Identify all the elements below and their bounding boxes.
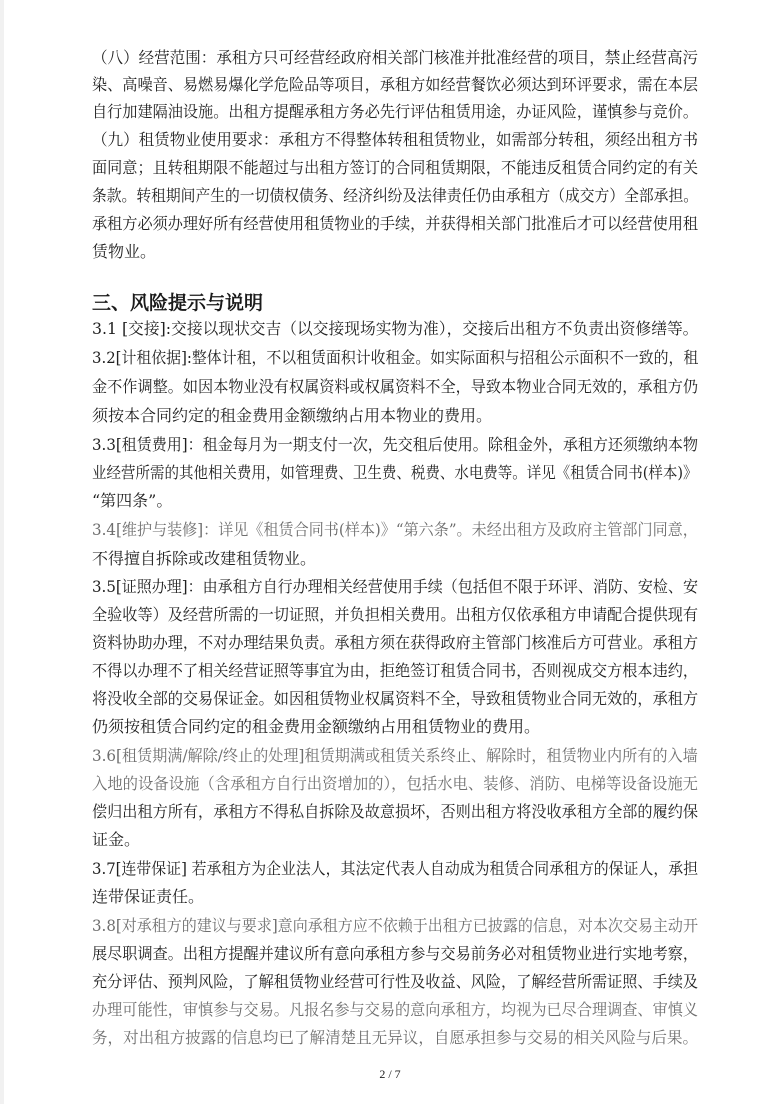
- item36-line-2: 入地的设备设施（含承租方自行出资增加的），包括水电、装修、消防、电梯等设备设施无: [92, 774, 699, 793]
- section8-line-1: （八）经营范围：承租方只可经营经政府相关部门核准并批准经营的项目，禁止经营高污: [92, 48, 699, 67]
- item36-line-3: 偿归出租方所有，承租方不得私自拆除及故意损坏，否则出租方将没收承租方全部的履约保: [92, 802, 699, 821]
- item35-line-3: 资料协助办理，不对办理结果负责。承租方须在获得政府主管部门核准后方可营业。承租方: [92, 633, 699, 652]
- item36-line-4: 证金。: [92, 830, 141, 849]
- item38-line-5: 务，对出租方披露的信息均已了解清楚且无异议，自愿承担参与交易的相关风险与后果。: [92, 1028, 699, 1047]
- section-heading: 三、风险提示与说明: [92, 292, 264, 314]
- section8-line-2: 染、高噪音、易燃易爆化学危险品等项目，承租方如经营餐饮必须达到环评要求，需在本层: [92, 75, 699, 94]
- item32-line-3: 须按本合同约定的租金费用金额缴纳占用本物业的费用。: [92, 406, 493, 425]
- item38-line-3: 充分评估、预判风险，了解租赁物业经营可行性及收益、风险，了解经营所需证照、手续及: [92, 972, 699, 991]
- section9-line-2: 面同意；且转租期限不能超过与出租方签订的合同租赁期限，不能违反租赁合同约定的有关: [92, 158, 699, 177]
- item35-line-5: 将没收全部的交易保证金。如因租赁物业权属资料不全，导致租赁物业合同无效的，承租方: [92, 689, 699, 708]
- item33-line-3: “第四条”。: [92, 491, 173, 510]
- item37-line-1: 3.7[连带保证] 若承租方为企业法人，其法定代表人自动成为租赁合同承租方的保证人，承担: [92, 859, 699, 878]
- page-number: 2 / 7: [379, 1067, 401, 1081]
- item33-line-1: 3.3[租赁费用]：租金每月为一期支付一次，先交租后使用。除租金外，承租方还须缴纳本物: [92, 435, 698, 454]
- section8-line-3: 自行加建隔油设施。出租方提醒承租方务必先行评估租赁用途，办证风险，谨慎参与竞价。: [92, 102, 699, 121]
- section9-line-1: （九）租赁物业使用要求：承租方不得整体转租租赁物业，如需部分转租，须经出租方书: [92, 130, 699, 149]
- item35-line-4: 不得以办理不了相关经营证照等事宜为由，拒绝签订租赁合同书，否则视成交方根本违约，: [92, 661, 699, 680]
- item37-line-2: 连带保证责任。: [92, 887, 205, 906]
- item32-line-1: 3.2[计租依据]:整体计租，不以租赁面积计收租金。如实际面积与招租公示面积不一致的，租: [92, 348, 699, 367]
- item31-line-1: 3.1 [交接]:交接以现状交吉（以交接现场实物为准），交接后出租方不负责出资修缮等。: [92, 319, 699, 338]
- section9-line-4: 承租方必须办理好所有经营使用租赁物业的手续，并获得相关部门批准后才可以经营使用租: [92, 214, 699, 233]
- section9-line-5: 赁物业。: [92, 242, 157, 261]
- section9-line-3: 条款。转租期间产生的一切债权债务、经济纠纷及法律责任仍由承租方（成交方）全部承担。: [92, 186, 699, 205]
- item38-line-2: 展尽职调查。出租方提醒并建议所有意向承租方参与交易前务必对租赁物业进行实地考察，: [92, 944, 699, 963]
- item38-line-4: 办理可能性，审慎参与交易。凡报名参与交易的意向承租方，均视为已尽合理调查、审慎义: [92, 1000, 699, 1019]
- item35-line-1: 3.5[证照办理]：由承租方自行办理相关经营使用手续（包括但不限于环评、消防、安检、安: [92, 577, 698, 596]
- item38-line-1: 3.8[对承租方的建议与要求]意向承租方应不依赖于出租方已披露的信息，对本次交易主动开: [92, 916, 698, 935]
- item36-line-1: 3.6[租赁期满/解除/终止的处理]租赁期满或租赁关系终止、解除时，租赁物业内所有的入墙: [92, 746, 698, 765]
- item34-line-2: 不得擅自拆除或改建租赁物业。: [92, 549, 317, 568]
- item32-line-2: 金不作调整。如因本物业没有权属资料或权属资料不全，导致本物业合同无效的，承租方仍: [92, 377, 699, 396]
- item35-line-2: 全验收等）及经营所需的一切证照，并负担相关费用。出租方仅依承租方申请配合提供现有: [92, 605, 699, 624]
- item34-line-1: 3.4[维护与装修]：详见《租赁合同书(样本)》“第六条”。未经出租方及政府主管部门同意，: [92, 520, 698, 539]
- item33-line-2: 业经营所需的其他相关费用，如管理费、卫生费、税费、水电费等。详见《租赁合同书(样本)》: [92, 463, 698, 482]
- item35-line-6: 仍须按租赁合同约定的租金费用金额缴纳占用租赁物业的费用。: [92, 717, 541, 736]
- scan-edge: [0, 0, 4, 1104]
